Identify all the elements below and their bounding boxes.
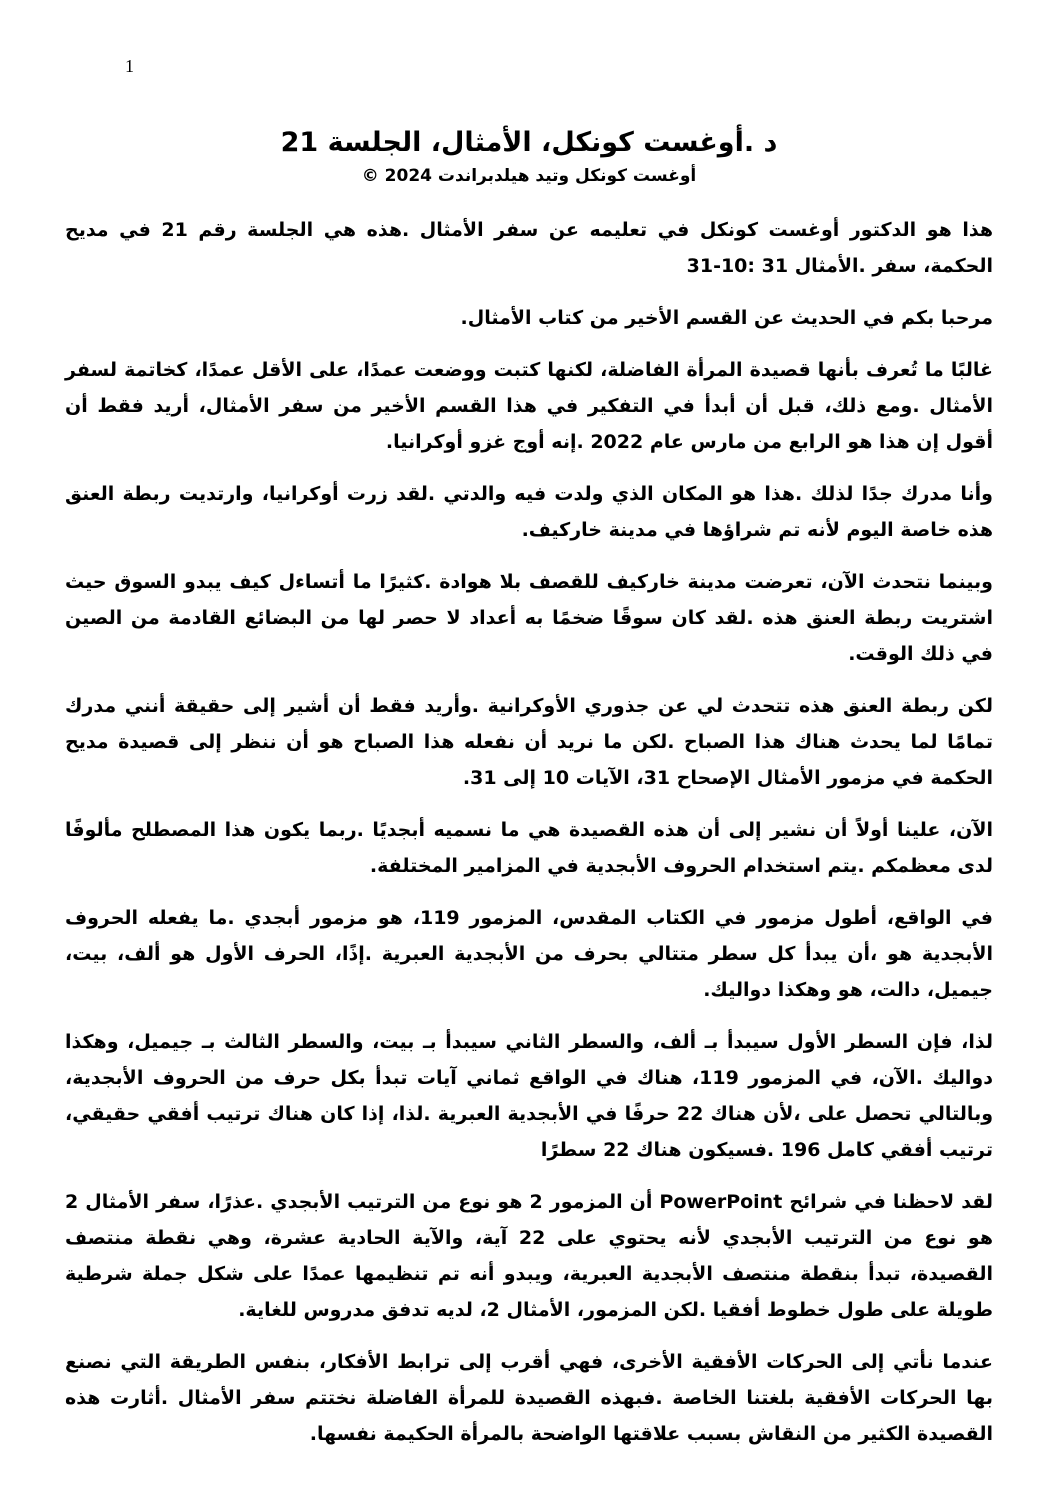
transcript-paragraph: وبينما نتحدث الآن، تعرضت مدينة خاركيف للقصف بلا هوادة .كثيرًا ما أتساءل كيف يبدو السوق حيث اشتريت ربطة العنق هذه .لقد كان سوقًا ضخمًا به أعداد لا حصر لها من البضائع القادمة من الصين في ذلك الوقت. bbox=[65, 570, 993, 665]
transcript-paragraph: لكن ربطة العنق هذه تتحدث لي عن جذوري الأوكرانية .وأريد فقط أن أشير إلى حقيقة أنني مدرك تمامًا لما يحدث هناك هذا الصباح .لكن ما نريد أن نفعله هذا الصباح هو أن ننظر إلى قصيدة مديح الحكمة في مزمور الأمثال الإصحاح 31، الآيات 10 إلى 31. bbox=[65, 694, 993, 789]
transcript-body bbox=[65, 212, 993, 1452]
transcript-paragraph: لقد لاحظنا في شرائح PowerPoint أن المزمور 2 هو نوع من الترتيب الأبجدي .عذرًا، سفر الأمثال 2 هو نوع من الترتيب الأبجدي لأنه يحتوي على 22 آية، والآية الحادية عشرة، وهي نقطة منتصف القصيدة، تبدأ بنقطة منتصف الأبجدية العبرية، ويبدو أنه تم تنظيمها عمدًا على شكل جملة شرطية طويلة على طول خطوط أفقيا .لكن المزمور، الأمثال 2، لديه تدفق مدروس للغاية. bbox=[65, 1190, 994, 1321]
page-number: 1 bbox=[125, 56, 134, 76]
transcript-paragraph: عندما نأتي إلى الحركات الأفقية الأخرى، فهي أقرب إلى ترابط الأفكار، بنفس الطريقة التي نصنع بها الحركات الأفقية بلغتنا الخاصة .فبهذه القصيدة للمرأة الفاضلة نختتم سفر الأمثال .أثارت هذه القصيدة الكثير من النقاش بسبب علاقتها الواضحة بالمرأة الحكيمة نفسها. bbox=[65, 1350, 993, 1445]
transcript-paragraph: هذا هو الدكتور أوغست كونكل في تعليمه عن سفر الأمثال .هذه هي الجلسة رقم 21 في مديح الحكمة، سفر .الأمثال 31 :10-31 bbox=[65, 218, 993, 277]
transcript-paragraph: في الواقع، أطول مزمور في الكتاب المقدس، المزمور 119، هو مزمور أبجدي .ما يفعله الحروف الأبجدية هو ،أن يبدأ كل سطر متتالي بحرف من الأبجدية العبرية .إذًا، الحرف الأول هو ألف، بيت، جيميل، دالت، هو وهكذا دواليك. bbox=[65, 906, 993, 1001]
transcript-paragraph: غالبًا ما تُعرف بأنها قصيدة المرأة الفاضلة، لكنها كتبت ووضعت عمدًا، على الأقل عمدًا، كخاتمة لسفر الأمثال .ومع ذلك، قبل أن أبدأ في التفكير في هذا القسم الأخير من سفر الأمثال، أريد فقط أن أقول إن هذا هو الرابع من مارس عام 2022 .إنه أوج غزو أوكرانيا. bbox=[65, 358, 993, 453]
transcript-paragraph: الآن، علينا أولاً أن نشير إلى أن هذه القصيدة هي ما نسميه أبجديًا .ربما يكون هذا المصطلح مألوفًا لدى معظمكم .يتم استخدام الحروف الأبجدية في المزامير المختلفة. bbox=[65, 818, 993, 877]
document-title: د .أوغست كونكل، الأمثال، الجلسة 21 bbox=[280, 127, 778, 158]
transcript-paragraph: مرحبا بكم في الحديث عن القسم الأخير من كتاب الأمثال. bbox=[460, 306, 993, 329]
document-header bbox=[0, 0, 1058, 186]
transcript-paragraph: لذا، فإن السطر الأول سيبدأ بـ ألف، والسطر الثاني سيبدأ بـ بيت، والسطر الثالث بـ جيميل، وهكذا دواليك .الآن، في المزمور 119، هناك في الواقع ثماني آيات تبدأ بكل حرف من الحروف الأبجدية، وبالتالي تحصل على ،لأن هناك 22 حرفًا في الأبجدية العبرية .لذا، إذا كان هناك ترتيب أفقي حقيقي، ترتيب أفقي كامل 196 .فسيكون هناك 22 سطرًا bbox=[65, 1030, 994, 1161]
copyright-line: أوغست كونكل وتيد هيلدبراندت 2024 © bbox=[361, 165, 697, 186]
transcript-paragraph: وأنا مدرك جدًا لذلك .هذا هو المكان الذي ولدت فيه والدتي .لقد زرت أوكرانيا، وارتديت ربطة العنق هذه خاصة اليوم لأنه تم شراؤها في مدينة خاركيف. bbox=[65, 482, 993, 541]
